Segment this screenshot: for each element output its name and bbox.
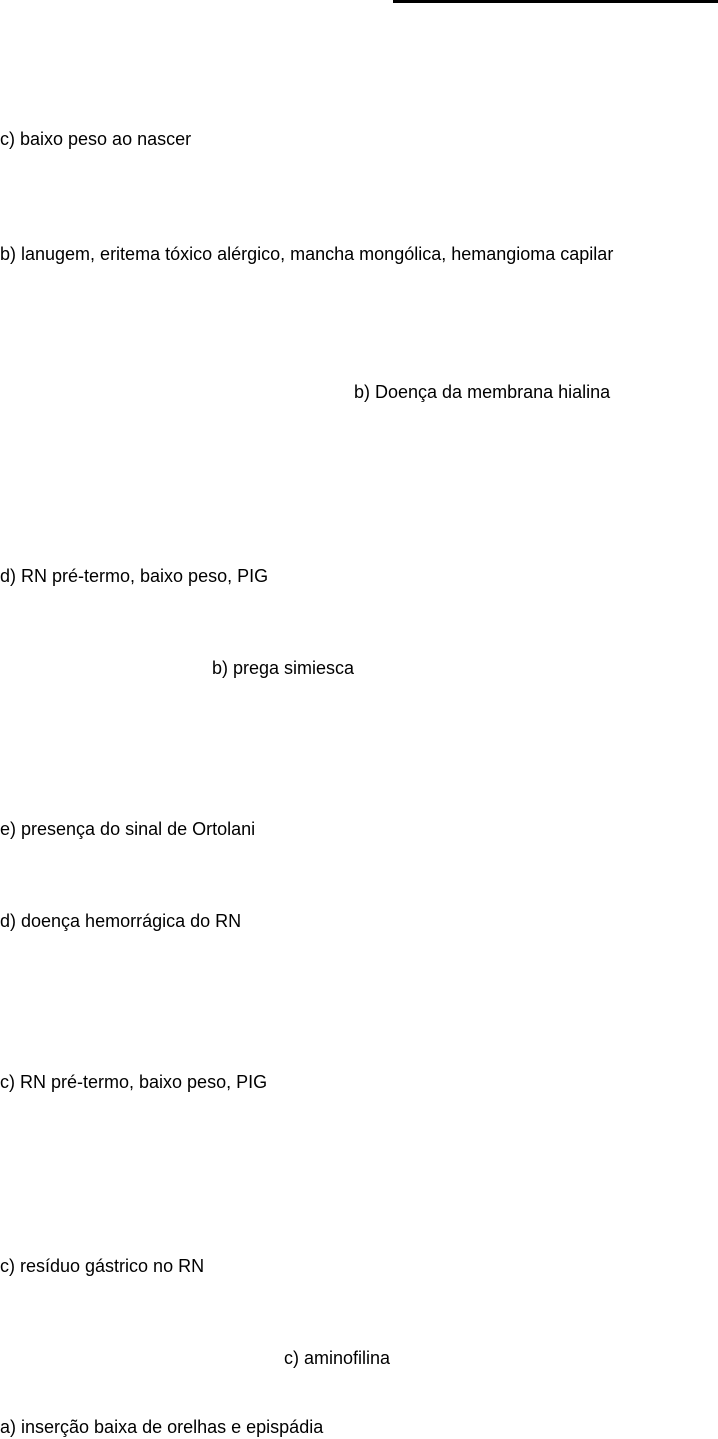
answer-line: c) resíduo gástrico no RN	[0, 1256, 205, 1276]
answer-line: c) baixo peso ao nascer	[0, 129, 192, 149]
answer-line: c) RN pré-termo, baixo peso, PIG	[0, 1072, 268, 1092]
answer-line: d) doença hemorrágica do RN	[0, 911, 242, 931]
answer-line: d) RN pré-termo, baixo peso, PIG	[0, 566, 269, 586]
answer-line: b) Doença da membrana hialina	[354, 382, 611, 402]
answer-line: b) lanugem, eritema tóxico alérgico, mancha mongólica, hemangioma capilar	[0, 244, 614, 264]
answer-line: c) aminofilina	[284, 1348, 391, 1368]
answer-line: e) presença do sinal de Ortolani	[0, 819, 256, 839]
top-rule	[393, 0, 718, 3]
answer-line: b) prega simiesca	[212, 658, 355, 678]
answer-line: a) inserção baixa de orelhas e epispádia	[0, 1417, 324, 1437]
